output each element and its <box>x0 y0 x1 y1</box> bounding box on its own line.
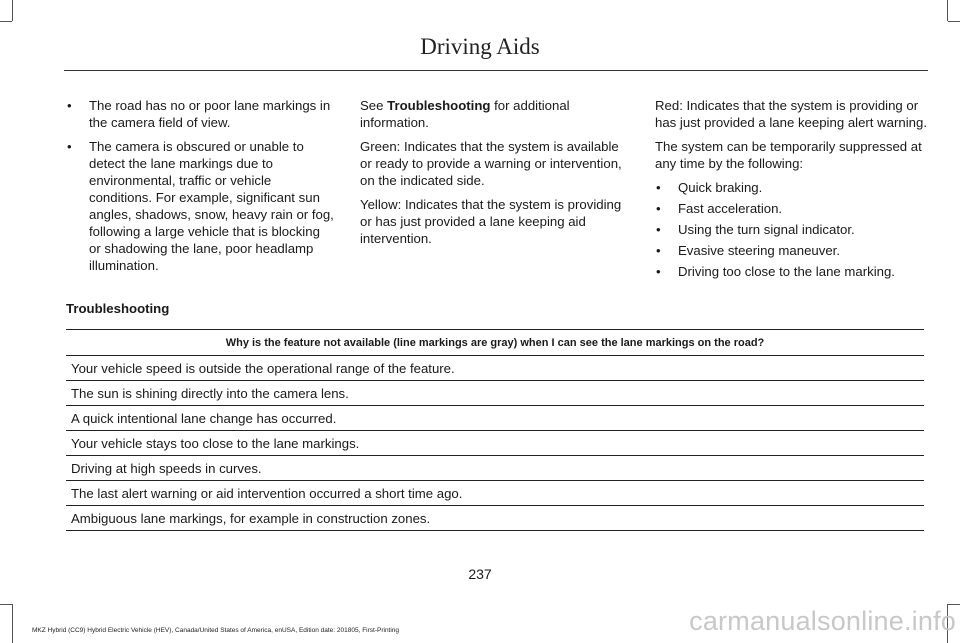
see-prefix: See <box>360 98 388 113</box>
bullet-glyph: • <box>67 98 72 113</box>
crop-mark-top-right-v <box>947 0 948 21</box>
bullet-glyph: • <box>67 139 72 154</box>
suppress-list <box>655 179 927 280</box>
table-cell: The sun is shining directly into the camera lens. <box>66 381 924 406</box>
suppress-paragraph: The system can be temporarily suppressed at any time by the following: <box>655 139 922 171</box>
red-indicator-paragraph: Red: Indicates that the system is providing or has just provided a lane keeping alert warning. <box>655 98 927 130</box>
list-item-text: Quick braking. <box>678 180 763 195</box>
table-cell: The last alert warning or aid intervention occurred a short time ago. <box>66 481 924 506</box>
table-cell: Your vehicle speed is outside the operational range of the feature. <box>66 356 924 381</box>
table-row <box>66 456 924 481</box>
table-header-row <box>66 330 924 356</box>
table-row <box>66 481 924 506</box>
table-cell: Driving at high speeds in curves. <box>66 456 924 481</box>
conditions-list <box>66 97 334 274</box>
list-item-text: The camera is obscured or unable to detect the lane markings due to environmental, traffic or vehicle conditions. For example, significant sun angles, shadows, snow, heavy rain or fog, following a large vehicle that is blocking or shadowing the lane, poor headlamp illumination. <box>89 139 334 273</box>
bullet-glyph: • <box>656 222 661 237</box>
table-row <box>66 406 924 431</box>
page-title: Driving Aids <box>420 34 540 59</box>
list-item <box>655 179 927 196</box>
table-cell: Your vehicle stays too close to the lane markings. <box>66 431 924 456</box>
table-row <box>66 506 924 531</box>
list-item <box>655 263 927 280</box>
crop-mark-bottom-left-h <box>0 604 12 605</box>
watermark: carmanualsonline.info <box>689 606 956 636</box>
bullet-glyph: • <box>656 243 661 258</box>
page-number: 237 <box>468 566 492 582</box>
column-2 <box>360 97 632 254</box>
see-troubleshooting-paragraph <box>360 97 632 131</box>
bullet-glyph: • <box>656 201 661 216</box>
list-item-text: Evasive steering maneuver. <box>678 243 840 258</box>
table-header-cell: Why is the feature not available (line markings are gray) when I can see the lane markings on the road? <box>66 330 924 356</box>
column-1 <box>66 97 334 281</box>
yellow-indicator-paragraph: Yellow: Indicates that the system is providing or has just provided a lane keeping aid intervention. <box>360 197 622 246</box>
crop-mark-top-left-h <box>0 21 12 22</box>
bullet-glyph: • <box>656 180 661 195</box>
list-item <box>66 97 334 131</box>
troubleshooting-table <box>66 329 924 531</box>
crop-mark-top-right-h <box>948 21 960 22</box>
column-3 <box>655 97 927 284</box>
list-item-text: The road has no or poor lane markings in the camera field of view. <box>89 98 331 130</box>
list-item-text: Fast acceleration. <box>678 201 783 216</box>
troubleshooting-heading: Troubleshooting <box>66 301 170 316</box>
header-rule <box>64 70 928 71</box>
list-item <box>655 221 927 238</box>
list-item-text: Using the turn signal indicator. <box>678 222 855 237</box>
list-item <box>655 242 927 259</box>
table-cell: A quick intentional lane change has occurred. <box>66 406 924 431</box>
list-item <box>655 200 927 217</box>
footer-edition-info: MKZ Hybrid (CC9) Hybrid Electric Vehicle (HEV), Canada/United States of America, enUSA, Edition date: 201805, First-Printing <box>32 627 400 634</box>
list-item-text: Driving too close to the lane marking. <box>678 264 895 279</box>
green-indicator-paragraph: Green: Indicates that the system is available or ready to provide a warning or intervention, on the indicated side. <box>360 139 622 188</box>
list-item <box>66 138 334 274</box>
table-row <box>66 431 924 456</box>
table-cell: Ambiguous lane markings, for example in construction zones. <box>66 506 924 531</box>
see-suffix: for additional information. <box>360 98 570 130</box>
crop-mark-bottom-right-h <box>948 604 960 605</box>
table-row <box>66 356 924 381</box>
crop-mark-bottom-left-v <box>12 604 13 643</box>
bullet-glyph: • <box>656 264 661 279</box>
troubleshooting-link-text: Troubleshooting <box>387 98 491 113</box>
table-row <box>66 381 924 406</box>
crop-mark-top-left-v <box>12 0 13 21</box>
